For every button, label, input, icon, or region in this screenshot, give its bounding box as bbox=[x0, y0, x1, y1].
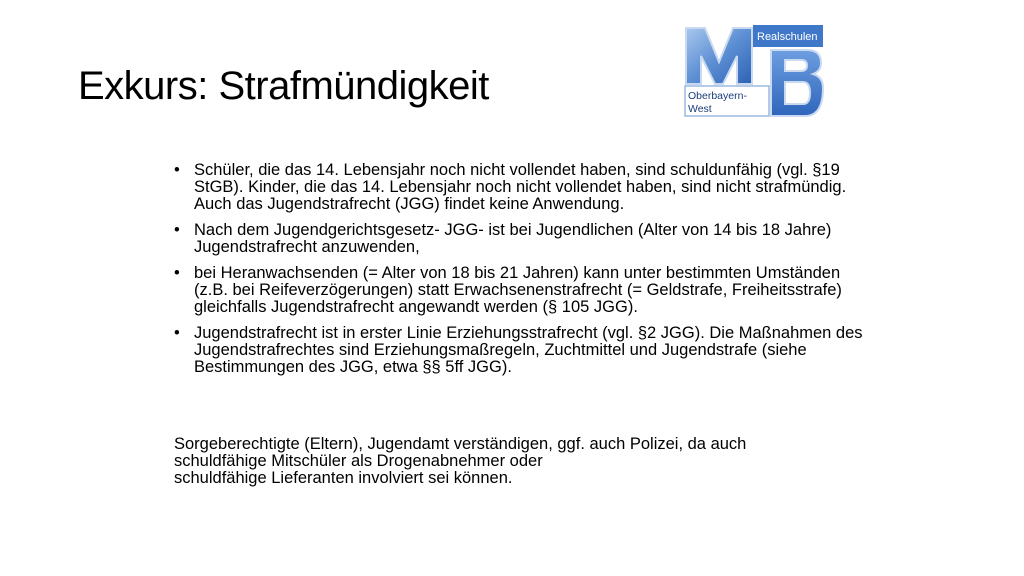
bullet-item: • bei Heranwachsenden (= Alter von 18 bis 21 Jahren) kann unter bestimmten Umständen (z.B. bei Reifeverzögerungen) statt Erwachsenenstrafrecht (= Geldstrafe, Freiheitsstrafe) gleichfalls Jugendstrafrecht angewandt werden (§ 105 JGG). bbox=[174, 265, 864, 316]
slide-content bbox=[174, 162, 864, 487]
logo-text-top: Realschulen bbox=[757, 31, 818, 43]
bullet-list bbox=[174, 162, 864, 376]
bullet-item: • Nach dem Jugendgerichtsgesetz- JGG- ist bei Jugendlichen (Alter von 14 bis 18 Jahre) Jugendstrafrecht anzuwenden, bbox=[174, 222, 864, 256]
slide-title: Exkurs: Strafmündigkeit bbox=[78, 64, 489, 108]
bullet-item: • Jugendstrafrecht ist in erster Linie Erziehungsstrafrecht (vgl. §2 JGG). Die Maßnahmen des Jugendstrafrechtes sind Erziehungsmaßregeln, Zuchtmittel und Jugendstrafe (siehe Bestimmungen des JGG, etwa §§ 5ff JGG). bbox=[174, 325, 864, 376]
bullet-item: • Schüler, die das 14. Lebensjahr noch nicht vollendet haben, sind schuldunfähig (vgl. §19 StGB). Kinder, die das 14. Lebensjahr noch nicht vollendet haben, sind nicht strafmündig. Auch das Jugendstrafrecht (JGG) findet keine Anwendung. bbox=[174, 162, 864, 213]
logo-text-bottom-1: Oberbayern- bbox=[688, 90, 747, 102]
logo-text-bottom-2: West bbox=[688, 103, 712, 115]
realschulen-logo bbox=[683, 22, 826, 118]
closing-paragraph: Sorgeberechtigte (Eltern), Jugendamt verständigen, ggf. auch Polizei, da auch schuldfähige Mitschüler als Drogenabnehmer oder schuldfähige Lieferanten involviert sei können. bbox=[174, 435, 747, 487]
